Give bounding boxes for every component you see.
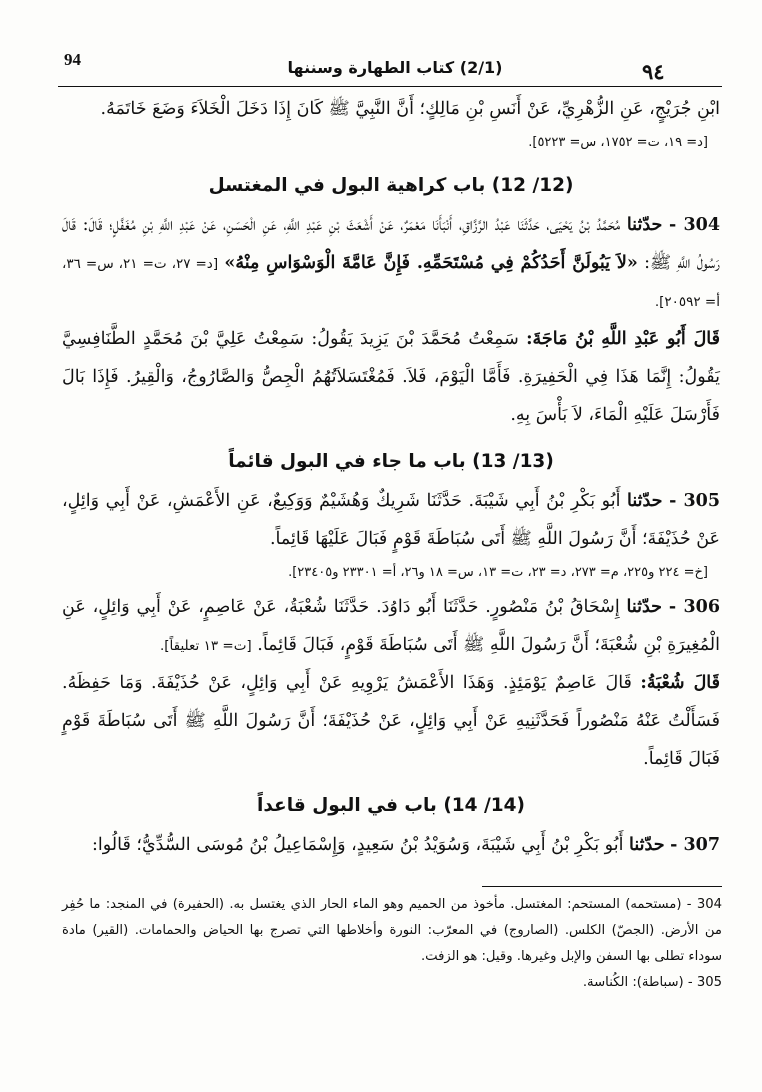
chapter-heading-14: (14/ 14) باب في البول قاعداً <box>257 795 525 816</box>
header-rule <box>58 86 722 87</box>
narration-verb: حدّثنا <box>626 215 663 235</box>
hadith-305 <box>62 482 720 558</box>
hadith-306 <box>62 588 720 664</box>
footnote-305: 305 - (سباطة): الكُناسة. <box>582 975 722 990</box>
footnote-304: 304 - (مستحمه) المستحم: المغتسل. مأخوذ من الحميم وهو الماء الحار الذي يغتسل به. (الحفيرة) في المنجد: ما حُفِر من الأرض. (الجصّ) الكلس. (الصاروج) في المعرّب: النورة وأخلاطها التي تصرج بها الحياض والحمامات. (القير) مادة سوداء تطلى بها السفن والإبل وغيرها. وقيل: هو الزفت. <box>62 897 722 964</box>
note-text: سَمِعْتُ مُحَمَّدَ بْنَ يَزِيدَ يَقُولُ: سَمِعْتُ عَلِيَّ بْنَ مُحَمَّدٍ الطَّنَافِسِيَّ يَقُولُ: إِنَّمَا هَذَا فِي الْحَفِيرَةِ. فَأَمَّا الْيَوْمَ، فَلاَ. فَمُغْتَسَلاَتُهُمُ الْجِصُّ وَالصَّارُوجُ، وَالْقِيرُ. فَإِذَا بَالَ فَأَرْسَلَ عَلَيْهِ الْمَاءَ، لاَ بَأْسَ بِهِ. <box>62 329 721 425</box>
chapter-heading-12: (12/ 12) باب كراهية البول في المغتسل <box>208 175 574 196</box>
note-lead: قَالَ شُعْبَةُ: <box>640 673 720 693</box>
intro-reference: [د= ١٩، ت= ١٧٥٢، س= ٥٢٢٣]. <box>528 135 708 150</box>
chapter-heading-13: (13/ 13) باب ما جاء في البول قائماً <box>228 451 554 472</box>
hadith-reference: [د= ٢٧، ت= ٢١، س= ٣٦، أ= ٢٠٥٩٢]. <box>62 256 720 310</box>
intro-paragraph <box>62 90 720 128</box>
note-lead: قَالَ أَبُو عَبْدِ اللَّهِ بْنُ مَاجَةَ: <box>526 329 720 349</box>
hadith-text: أَبُو بَكْرِ بْنُ أَبِي شَيْبَةَ، وَسُوَيْدُ بْنُ سَعِيدٍ، وَإِسْمَاعِيلُ بْنُ مُوسَى السُّدِّيُّ؛ قَالُوا: <box>92 835 624 855</box>
narration-verb: حدّثنا <box>627 491 663 511</box>
hadith-305-reference: [خ= ٢٢٤ و٢٢٥، م= ٢٧٣، د= ٢٣، ت= ١٣، س= ١٨ و٢٦، أ= ٢٣٣٠١ و٢٣٤٠٥]. <box>288 565 708 580</box>
hadith-number: 304 - <box>669 215 720 235</box>
intro-text: ابْنِ جُرَيْجٍ، عَنِ الزُّهْرِيِّ، عَنْ أَنَسِ بْنِ مَالِكٍ؛ أَنَّ النَّبِيَّ ﷺ كَانَ إِذَا دَخَلَ الْخَلاَءَ وَضَعَ خَاتَمَهُ. <box>100 99 720 119</box>
hadith-number: 305 - <box>669 491 720 511</box>
hadith-307 <box>62 826 720 864</box>
hadith-text: أَبُو بَكْرِ بْنُ أَبِي شَيْبَةَ. حَدَّثَنَا شَرِيكٌ وَهُشَيْمٌ وَوَكِيعٌ، عَنِ الأَعْمَشِ، عَنْ أَبِي وَائِلٍ، عَنْ حُذَيْفَةَ؛ أَنَّ رَسُولَ اللَّهِ ﷺ أَتَى سُبَاطَةَ قَوْمٍ فَبَالَ عَلَيْهَا قَائِماً. <box>62 491 720 549</box>
shuba-note <box>62 664 720 778</box>
hadith-reference: [ت= ١٣ تعليقاً]. <box>159 638 252 654</box>
narration-verb: حدّثنا <box>626 597 663 617</box>
note-text: قَالَ عَاصِمٌ يَوْمَئِذٍ. وَهَذَا الأَعْمَشُ يَرْوِيهِ عَنْ أَبِي وَائِلٍ، عَنْ حُذَيْفَةَ. وَمَا حَفِظَهُ. فَسَأَلْتُ عَنْهُ مَنْصُوراً فَحَدَّثَنِيهِ عَنْ أَبِي وَائِلٍ، عَنْ حُذَيْفَةَ؛ أَنَّ رَسُولَ اللَّهِ ﷺ أَتَى سُبَاطَةَ قَوْمٍ فَبَالَ قَائِماً. <box>62 673 720 769</box>
narration-verb: حدّثنا <box>629 835 665 855</box>
hadith-304 <box>62 206 720 320</box>
isnad-text: مُحَمَّدُ بْنُ يَحْيَى، حَدَّثَنَا عَبْدُ الرَّزَّاقِ، أَنْبَأَنَا مَعْمَرٌ، عَنْ أَشْعَثَ بْنِ عَبْدِ اللَّهِ، عَنِ الْحَسَنِ، عَنْ عَبْدِ اللَّهِ بْنِ مُغَفَّلٍ؛ قَالَ: قَالَ رَسُولُ اللَّهِ ﷺ: <box>62 215 720 273</box>
hadith-number: 306 - <box>668 597 720 617</box>
footnote-rule <box>482 886 722 887</box>
hadith-text: إِسْحَاقُ بْنُ مَنْصُورٍ. حَدَّثَنَا أَبُو دَاوُدَ. حَدَّثَنَا شُعْبَةُ، عَنْ عَاصِمٍ، عَنْ أَبِي وَائِلٍ، عَنِ الْمُغِيرَةِ بْنِ شُعْبَةَ؛ أَنَّ رَسُولَ اللَّهِ ﷺ أَتَى سُبَاطَةَ قَوْمٍ، فَبَالَ قَائِماً. <box>62 597 720 655</box>
page-number-arabic: ٩٤ <box>642 60 665 84</box>
page-number-latin: 94 <box>64 50 81 69</box>
matn-text: «لاَ يَبُولَنَّ أَحَدُكُمْ فِي مُسْتَحَمِّهِ. فَإِنَّ عَامَّةَ الْوَسْوَاسِ مِنْهُ» <box>224 253 638 273</box>
body-text <box>62 90 720 864</box>
hadith-number: 307 - <box>670 835 720 855</box>
running-title: (2/1) كتاب الطهارة وسننها <box>287 58 503 77</box>
footnotes <box>62 892 722 996</box>
ibn-majah-note <box>62 320 720 434</box>
